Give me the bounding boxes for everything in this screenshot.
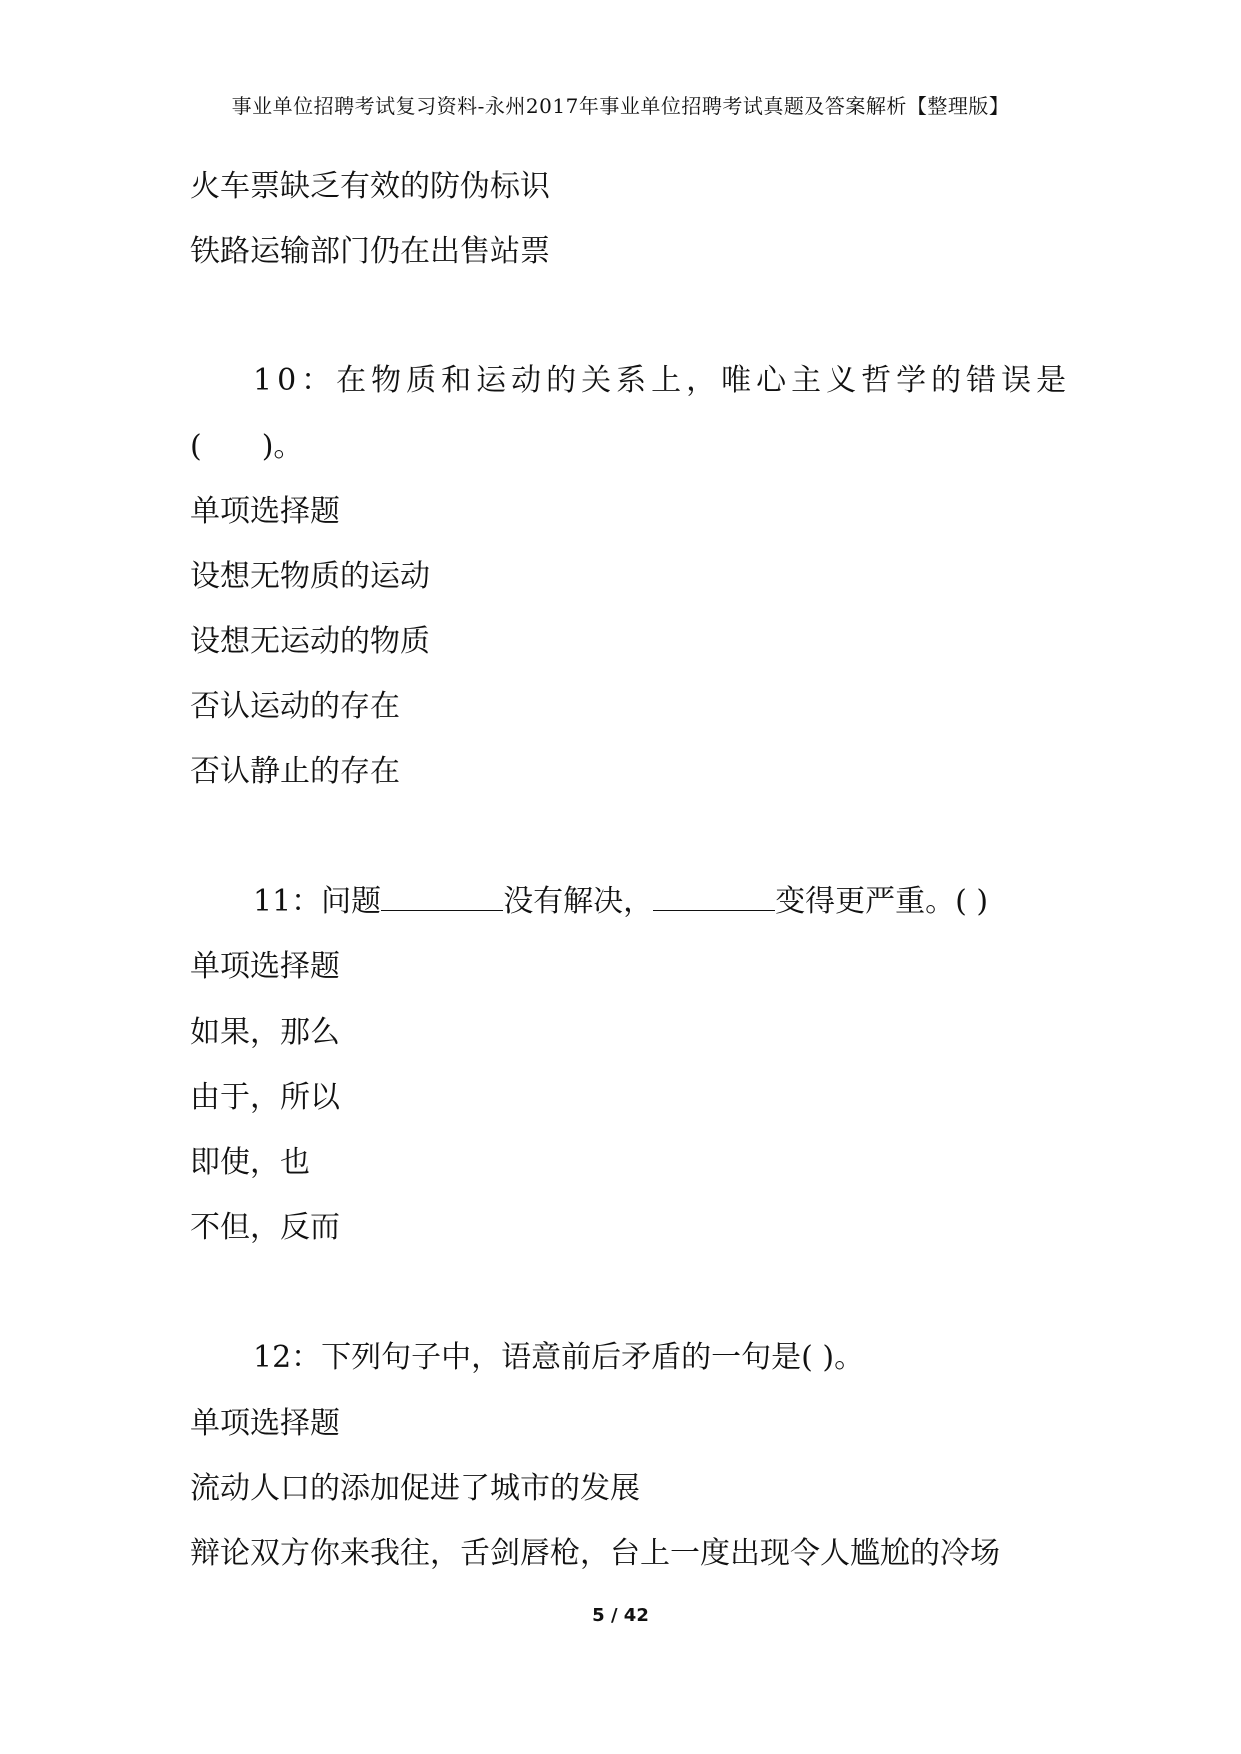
question-type-label: 单项选择题 [190, 494, 340, 529]
question-11-stem [253, 882, 988, 922]
fill-blank [381, 888, 503, 911]
question-10-stem-cont: ( )。 [190, 429, 304, 464]
option-text: 流动人口的添加促进了城市的发展 [190, 1471, 640, 1506]
option-text: 不但，反而 [190, 1210, 340, 1245]
option-text: 否认运动的存在 [190, 689, 400, 724]
option-text: 设想无物质的运动 [190, 559, 430, 594]
option-text: 火车票缺乏有效的防伪标识 [190, 169, 550, 204]
fill-blank [653, 888, 775, 911]
option-text: 辩论双方你来我往，舌剑唇枪，台上一度出现令人尴尬的冷场 [190, 1536, 1000, 1571]
question-type-label: 单项选择题 [190, 949, 340, 984]
page-header: 事业单位招聘考试复习资料-永州2017年事业单位招聘考试真题及答案解析【整理版】 [231, 94, 1010, 118]
question-11-suffix: 变得更严重。( ) [775, 884, 989, 919]
question-11-middle: 没有解决， [503, 884, 654, 919]
page-number: 5 / 42 [592, 1605, 649, 1626]
option-text: 由于，所以 [190, 1080, 340, 1115]
option-text: 即使，也 [190, 1145, 310, 1180]
question-12-stem: 12：下列句子中，语意前后矛盾的一句是( )。 [253, 1340, 865, 1375]
option-text: 如果，那么 [190, 1015, 340, 1050]
option-text: 否认静止的存在 [190, 754, 400, 789]
question-type-label: 单项选择题 [190, 1406, 340, 1441]
question-11-prefix: 11：问题 [253, 884, 382, 919]
question-10-stem: 10：在物质和运动的关系上，唯心主义哲学的错误是 [253, 363, 1072, 398]
option-text: 设想无运动的物质 [190, 624, 430, 659]
option-text: 铁路运输部门仍在出售站票 [190, 234, 550, 269]
